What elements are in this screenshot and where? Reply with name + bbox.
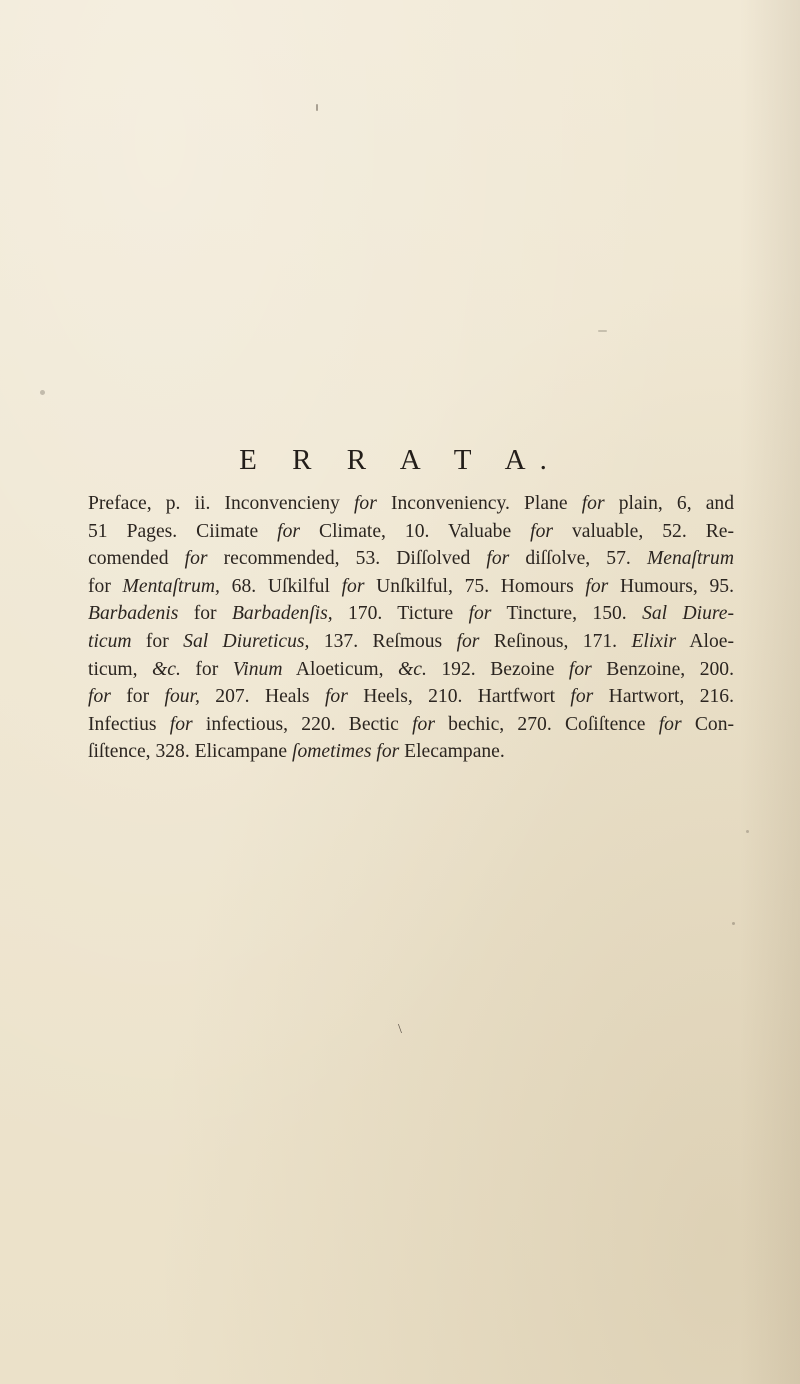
errata-text-segment: Aloe- bbox=[676, 630, 734, 652]
errata-text-segment: Elecampane. bbox=[399, 741, 505, 763]
errata-italic-segment: for bbox=[88, 686, 111, 708]
errata-text-segment: bechic, 270. Coſiſtence bbox=[434, 713, 659, 735]
paper-speck bbox=[746, 830, 749, 833]
errata-text-segment: 137. Reſmous bbox=[309, 630, 457, 652]
paper-speck bbox=[40, 390, 45, 395]
errata-text-segment: for bbox=[178, 603, 232, 625]
errata-text-segment: valuable, 52. Re- bbox=[553, 520, 734, 542]
errata-italic-segment: four, bbox=[164, 686, 200, 708]
errata-text-segment: Preface, p. ii. Inconvencieny bbox=[88, 493, 354, 514]
errata-line bbox=[88, 683, 734, 711]
errata-text-segment: Inconveniency. Plane bbox=[376, 493, 582, 514]
errata-text-segment: 51 Pages. Ciimate bbox=[88, 520, 278, 542]
paper-speck bbox=[316, 104, 318, 111]
errata-text-segment: for bbox=[131, 630, 184, 652]
errata-text-segment: Climate, 10. Valuabe bbox=[300, 520, 531, 542]
errata-italic-segment: for bbox=[570, 686, 594, 708]
errata-text-segment: comended bbox=[88, 548, 185, 570]
errata-italic-segment: for bbox=[585, 575, 609, 597]
errata-italic-segment: for bbox=[277, 520, 301, 542]
errata-italic-segment: Elixir bbox=[631, 630, 677, 652]
errata-text-segment: Reſinous, 171. bbox=[479, 630, 632, 652]
errata-text-segment: 192. Bezoine bbox=[426, 658, 569, 680]
errata-text-segment: ticum, bbox=[88, 658, 153, 680]
errata-italic-segment: for bbox=[530, 520, 554, 542]
errata-italic-segment: for bbox=[341, 575, 365, 597]
errata-text-segment: Aloeticum, bbox=[282, 658, 399, 680]
errata-text-segment: 68. Uſkilful bbox=[219, 575, 342, 597]
errata-text-segment: Infectius bbox=[88, 713, 170, 735]
errata-italic-segment: for bbox=[486, 548, 510, 570]
errata-text-segment: infectious, 220. Bectic bbox=[192, 713, 413, 735]
page-edge-shading bbox=[740, 0, 800, 1384]
errata-italic-segment: Sal Diureticus, bbox=[183, 630, 310, 652]
errata-italic-segment: for bbox=[581, 493, 605, 514]
errata-text-segment: Benzoine, 200. bbox=[591, 658, 734, 680]
errata-italic-segment: Barbadenis bbox=[88, 603, 179, 625]
errata-text-block bbox=[88, 490, 734, 766]
errata-text-segment: for bbox=[180, 658, 233, 680]
errata-italic-segment: &c. bbox=[152, 658, 181, 680]
errata-italic-segment: Sal Diure- bbox=[642, 603, 734, 625]
errata-title: E R R A T A. bbox=[239, 444, 561, 476]
errata-line bbox=[88, 518, 734, 546]
errata-italic-segment: Barbadenſis, bbox=[231, 603, 333, 625]
errata-line bbox=[88, 490, 734, 518]
errata-italic-segment: for bbox=[412, 713, 435, 735]
errata-text-segment: plain, 6, and bbox=[604, 493, 735, 514]
errata-text-segment: recommended, 53. Diſſolved bbox=[207, 548, 487, 570]
errata-text-segment: Con- bbox=[681, 713, 735, 735]
errata-text-segment: for bbox=[110, 686, 165, 708]
errata-line bbox=[88, 545, 734, 573]
errata-line bbox=[88, 628, 734, 656]
errata-line bbox=[88, 573, 734, 601]
errata-text-segment: Humours, 95. bbox=[608, 575, 734, 597]
errata-italic-segment: for bbox=[658, 713, 682, 735]
paper-speck bbox=[598, 330, 607, 332]
errata-text-segment: Tincture, 150. bbox=[491, 603, 643, 625]
errata-text-segment: 207. Heals bbox=[199, 686, 325, 708]
folio-mark: \ bbox=[398, 1022, 402, 1037]
paper-speck bbox=[732, 922, 735, 925]
errata-text-segment: Heels, 210. Hartfwort bbox=[347, 686, 571, 708]
errata-italic-segment: for bbox=[184, 548, 208, 570]
errata-text-segment: Hartwort, 216. bbox=[593, 686, 734, 708]
errata-line bbox=[88, 738, 734, 766]
errata-italic-segment: for bbox=[468, 603, 492, 625]
errata-italic-segment: Menaſtrum bbox=[646, 548, 735, 570]
errata-text-segment: Unſkilful, 75. Homours bbox=[364, 575, 586, 597]
errata-text-segment: for bbox=[88, 575, 123, 597]
errata-text-segment: 170. Tiсture bbox=[332, 603, 469, 625]
errata-text-segment: diſſolve, 57. bbox=[509, 548, 647, 570]
errata-italic-segment: for bbox=[169, 713, 193, 735]
errata-italic-segment: Mentaſtrum, bbox=[122, 575, 220, 597]
errata-italic-segment: for bbox=[324, 686, 348, 708]
errata-line bbox=[88, 711, 734, 739]
errata-italic-segment: for bbox=[353, 493, 377, 514]
errata-italic-segment: for bbox=[456, 630, 480, 652]
errata-italic-segment: ticum bbox=[88, 630, 132, 652]
errata-italic-segment: Vinum bbox=[232, 658, 283, 680]
errata-italic-segment: ſometimes for bbox=[292, 741, 400, 763]
errata-line bbox=[88, 600, 734, 628]
errata-line bbox=[88, 656, 734, 684]
errata-italic-segment: &c. bbox=[398, 658, 427, 680]
errata-italic-segment: for bbox=[568, 658, 592, 680]
errata-text-segment: ſiſtence, 328. Elicampane bbox=[88, 741, 293, 763]
